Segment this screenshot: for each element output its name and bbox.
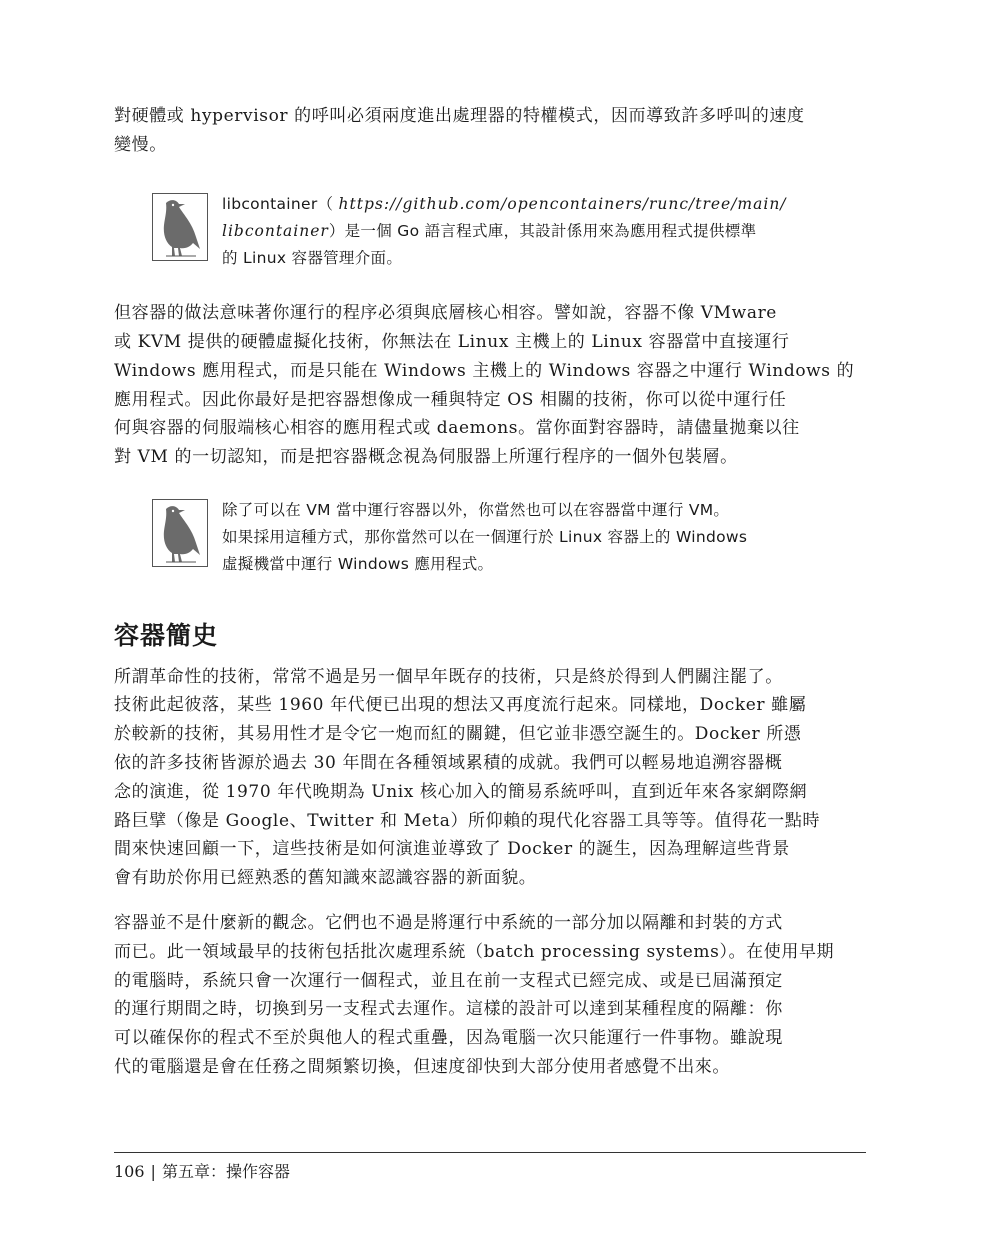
text-line: 路巨擘（像是 Google、Twitter 和 Meta）所仰賴的現代化容器工具等等。值得花一點時	[114, 810, 821, 831]
page-footer	[114, 1152, 866, 1183]
note-line: 的 Linux 容器管理介面。	[222, 249, 403, 267]
text-line: 對 VM 的一切認知，而是把容器概念視為伺服器上所運行程序的一個外包裝層。	[114, 447, 738, 468]
paragraph-batch	[114, 909, 866, 1082]
text-line: 容器並不是什麼新的觀念。它們也不過是將運行中系統的一部分加以隔離和封裝的方式	[114, 912, 783, 933]
note-line: 如果採用這種方式，那你當然可以在一個運行於 Linux 容器上的 Windows	[222, 528, 748, 547]
text-line: 對硬體或 hypervisor 的呼叫必須兩度進出處理器的特權模式，因而導致許多呼叫的速度	[114, 106, 805, 126]
bird-icon-graphic	[152, 193, 208, 261]
text-line: 或 KVM 提供的硬體虛擬化技術，你無法在 Linux 主機上的 Linux 容器當中直接運行	[114, 332, 790, 352]
note-libcontainer	[152, 191, 866, 273]
section-heading: 容器簡史	[114, 620, 219, 650]
note-line: 除了可以在 VM 當中運行容器以外，你當然也可以在容器當中運行 VM。	[222, 500, 730, 519]
text-line: 所謂革命性的技術，常常不過是另一個早年既存的技術，只是終於得到人們關注罷了。	[114, 666, 783, 687]
text-line: 於較新的技術，其易用性才是令它一炮而紅的關鍵，但它並非憑空誕生的。Docker 所憑	[114, 724, 802, 745]
text-line: 但容器的做法意味著你運行的程序必須與底層核心相容。譬如說，容器不像 VMware	[114, 303, 777, 324]
note-text	[222, 191, 866, 273]
bird-icon	[152, 499, 208, 567]
text-line: 可以確保你的程式不至於與他人的程式重疊，因為電腦一次只能運行一件事物。雖說現	[114, 1028, 783, 1049]
paragraph-intro	[114, 102, 866, 160]
page-number: 106	[114, 1162, 145, 1181]
text-line: 代的電腦還是會在任務之間頻繁切換，但速度卻快到大部分使用者感覺不出來。	[114, 1056, 730, 1077]
note-line: 虛擬機當中運行 Windows 應用程式。	[222, 555, 494, 574]
note-prefix: libcontainer（	[222, 194, 339, 213]
text-line: 會有助於你用已經熟悉的舊知識來認識容器的新面貌。	[114, 868, 537, 889]
note-url-link-continued[interactable]: libcontainer	[222, 221, 329, 240]
text-line: 技術此起彼落，某些 1960 年代便已出現的想法又再度流行起來。同樣地，Docker 雖屬	[114, 695, 807, 716]
text-line: 的電腦時，系統只會一次運行一個程式，並且在前一支程式已經完成、或是已屆滿預定	[114, 970, 783, 991]
text-line: 應用程式。因此你最好是把容器想像成一種與特定 OS 相關的技術，你可以從中運行任	[114, 389, 787, 410]
note-text	[222, 497, 866, 579]
text-line: 的運行期間之時，切換到另一支程式去運作。這樣的設計可以達到某種程度的隔離：你	[114, 999, 783, 1020]
paragraph-history	[114, 663, 866, 893]
page-body	[114, 100, 866, 1082]
paragraph-vm	[114, 299, 866, 472]
text-line: 依的許多技術皆源於過去 30 年間在各種領域累積的成就。我們可以輕易地追溯容器概	[114, 752, 783, 773]
note-line	[222, 191, 866, 218]
text-line: Windows 應用程式，而是只能在 Windows 主機上的 Windows 容器之中運行 Windows 的	[114, 360, 855, 381]
text-line: 變慢。	[114, 134, 167, 155]
note-vm-in-container	[152, 497, 866, 579]
bird-icon	[152, 193, 208, 261]
text-line: 間來快速回顧一下，這些技術是如何演進並導致了 Docker 的誕生，因為理解這些背景	[114, 839, 790, 860]
text-line: 而已。此一領域最早的技術包括批次處理系統（batch processing systems）。在使用早期	[114, 941, 835, 962]
note-text-rest: ）是一個 Go 語言程式庫，其設計係用來為應用程式提供標準	[328, 221, 757, 240]
note-url-link[interactable]: https://github.com/opencontainers/runc/tree/main/	[338, 194, 787, 213]
chapter-title: 第五章：操作容器	[161, 1162, 290, 1181]
text-line: 念的演進，從 1970 年代晚期為 Unix 核心加入的簡易系統呼叫，直到近年來各家網際網	[114, 781, 808, 802]
text-line: 何與容器的伺服端核心相容的應用程式或 daemons。當你面對容器時，請儘量拋棄以往	[114, 418, 800, 439]
footer-separator: |	[150, 1162, 156, 1181]
note-line	[222, 218, 866, 245]
bird-icon-graphic	[152, 499, 208, 567]
